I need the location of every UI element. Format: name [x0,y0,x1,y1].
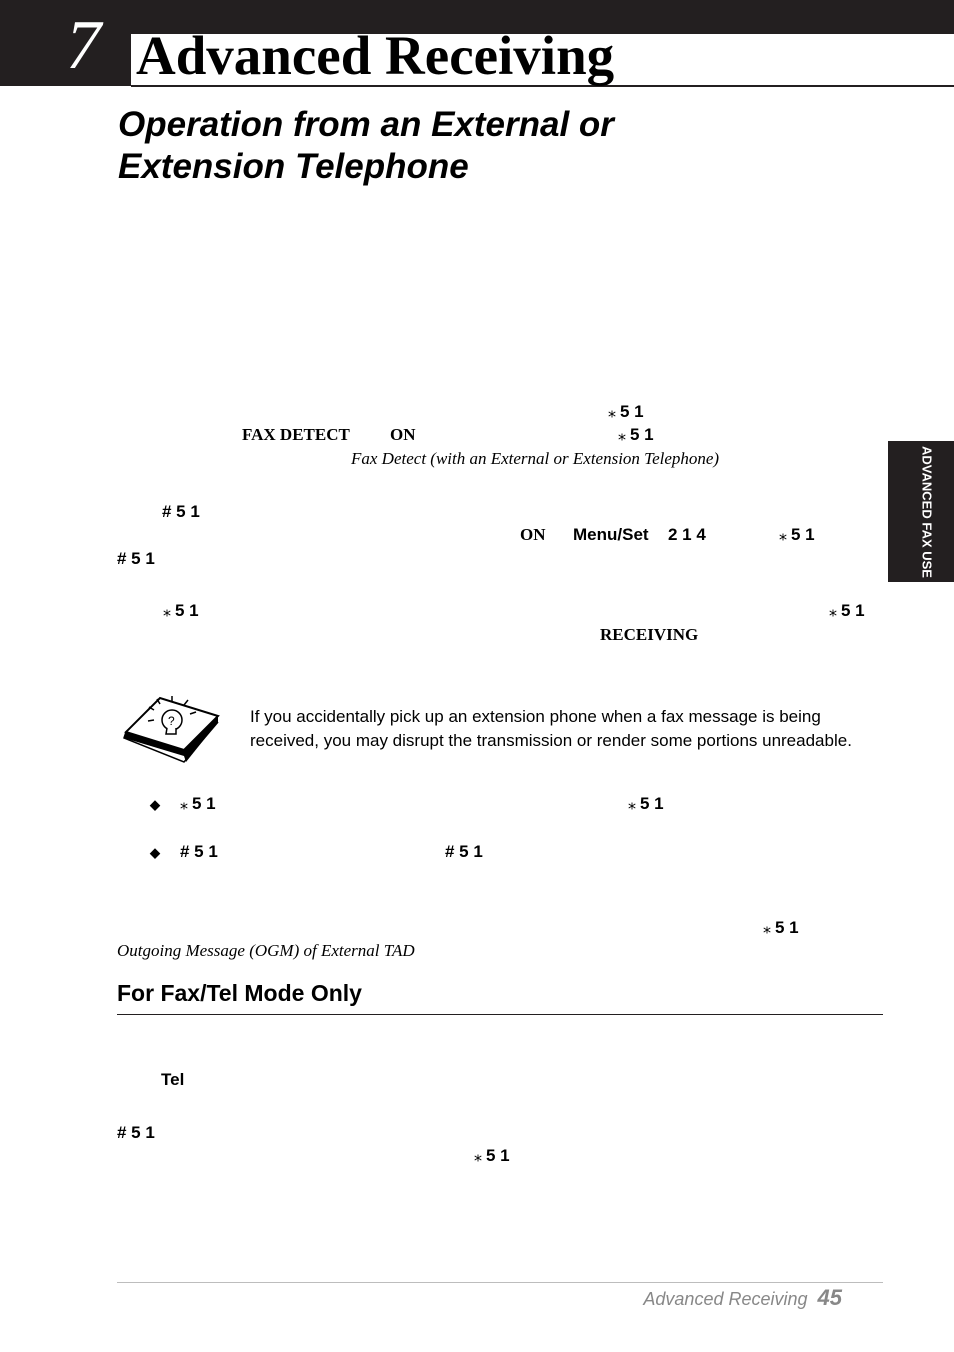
code-star-51: ⁎ 5 1 [829,601,865,620]
star-icon: ⁎ [180,796,188,813]
fax-detect-label: FAX DETECT [242,425,350,444]
on-label: ON [390,425,416,444]
code-hash-51: # 5 1 [445,842,483,861]
subsection-rule [117,1014,883,1015]
page-number: 45 [817,1285,842,1310]
fax-detect-reference: Fax Detect (with an External or Extension Telephone) [351,449,720,468]
menu-digits: 2 1 4 [668,525,706,544]
section-title-line2: Extension Telephone [118,147,469,186]
receiving-label: RECEIVING [600,625,699,644]
subsection-title: For Fax/Tel Mode Only [117,980,362,1006]
star-icon: ⁎ [618,427,626,444]
lightbulb-note-icon [120,690,220,764]
code-star-51: ⁎ 5 1 [163,601,199,620]
bullet-item: ◆ # 5 1 [150,842,218,861]
tel-label: Tel [161,1070,185,1089]
code-star-51: ⁎ 5 1 [763,918,799,937]
footer [643,1285,842,1311]
bullet-item: ◆ ⁎ 5 1 [150,794,216,813]
star-icon: ⁎ [163,603,171,620]
code-hash-51: # 5 1 [117,1123,155,1142]
code-star-51: ⁎ 5 1 [628,794,664,813]
on-label: ON [520,525,546,544]
code-star-51: ⁎ 5 1 [474,1146,510,1165]
note-text: If you accidentally pick up an extension phone when a fax message is being received, you may disrupt the transmission or render some portions unreadable. [250,707,852,750]
code-star-51: ⁎ 5 1 [779,525,815,544]
star-icon: ⁎ [474,1148,482,1165]
side-tab-label: ADVANCED FAX USE [919,446,935,578]
star-icon: ⁎ [608,404,616,421]
section-title-line1: Operation from an External or [118,105,614,144]
chapter-title: Advanced Receiving [136,25,615,86]
code-star-51: ⁎ 5 1 [608,402,644,421]
star-icon: ⁎ [779,527,787,544]
svg-text:?: ? [168,714,175,728]
code-hash-51: # 5 1 [162,502,200,521]
code-hash-51: # 5 1 [117,549,155,568]
chapter-number: 7 [66,7,101,84]
footer-label: Advanced Receiving [643,1289,808,1309]
star-icon: ⁎ [829,603,837,620]
code-star-51: ⁎ 5 1 [618,425,654,444]
star-icon: ⁎ [763,920,771,937]
star-icon: ⁎ [628,796,636,813]
footer-rule [117,1282,883,1283]
section-title [118,104,614,188]
menu-set-key: Menu/Set [573,525,649,544]
diamond-bullet-icon: ◆ [150,797,160,812]
ogm-reference: Outgoing Message (OGM) of External TAD [117,941,415,960]
diamond-bullet-icon: ◆ [150,845,160,860]
